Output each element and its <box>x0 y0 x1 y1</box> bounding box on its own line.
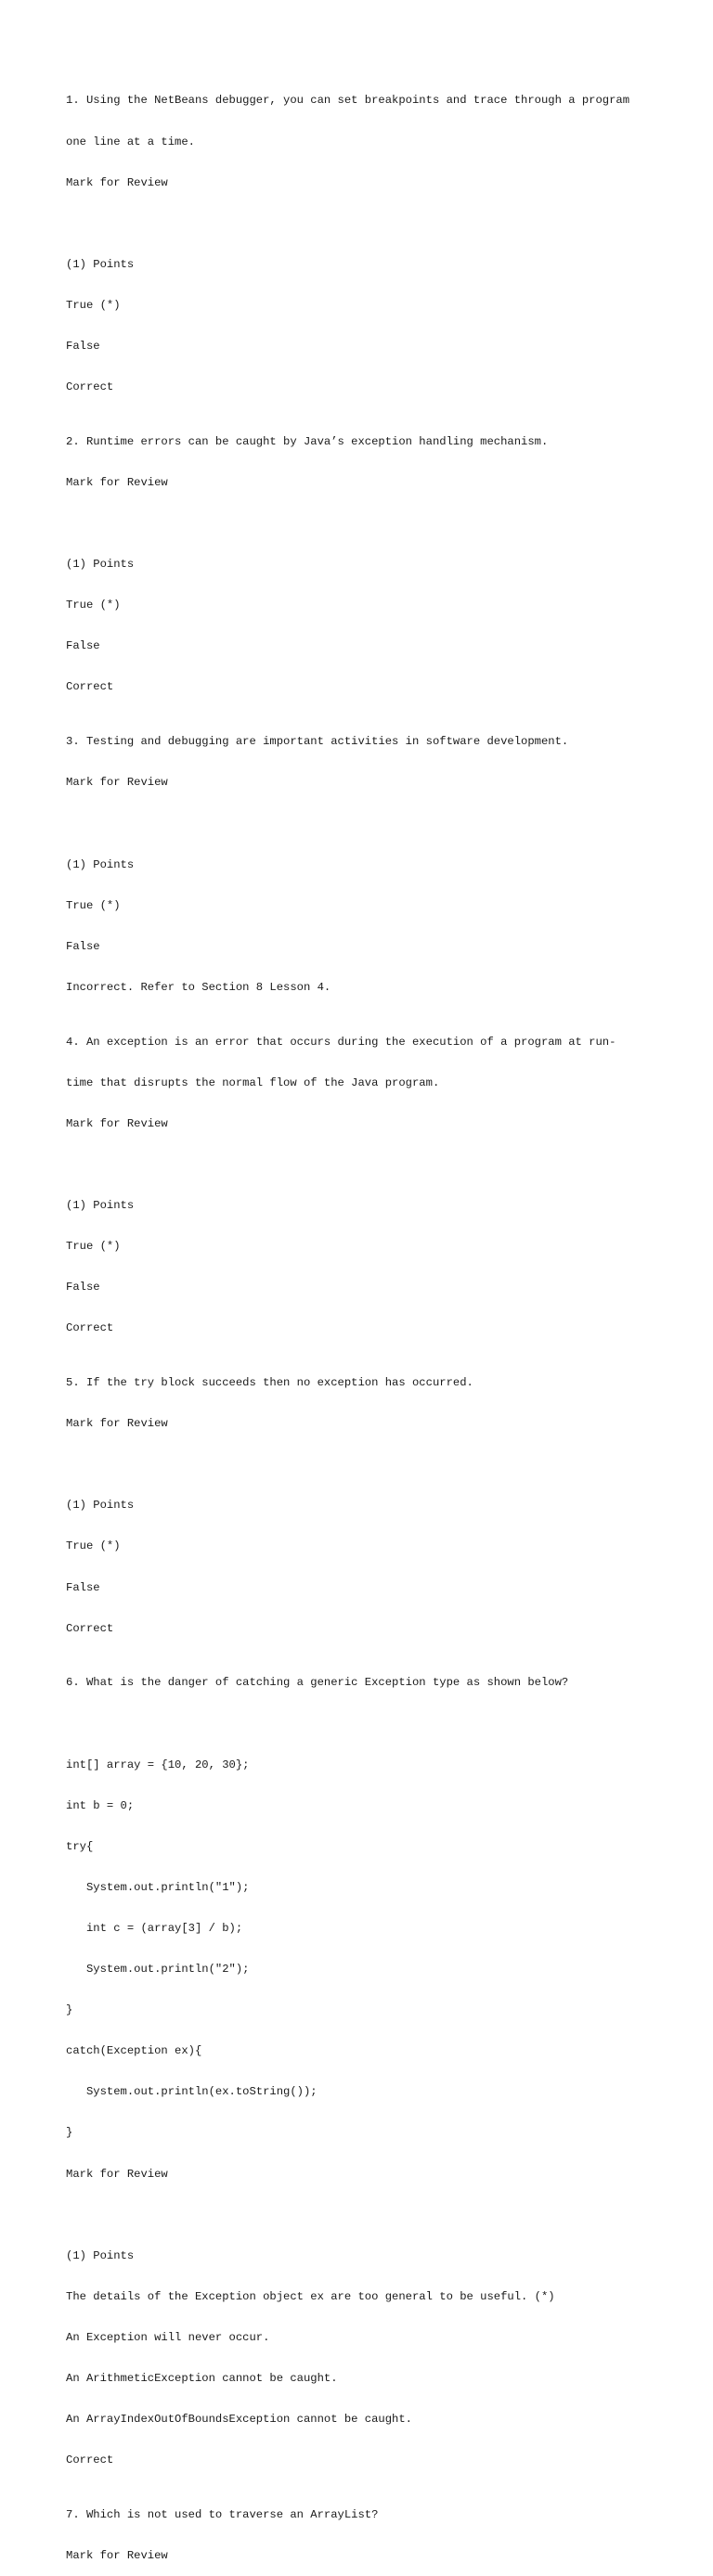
mark-for-review: Mark for Review <box>66 1116 168 1130</box>
answer-option: False <box>66 939 100 953</box>
question-4-text: 4. An exception is an error that occurs during the execution of a program at run- <box>66 1035 616 1049</box>
blank-line <box>66 1458 679 1472</box>
points-label: (1) Points <box>66 257 135 271</box>
code-line: try{ <box>66 1839 94 1853</box>
answer-option: False <box>66 339 100 353</box>
code-line: int[] array = {10, 20, 30}; <box>66 1758 250 1771</box>
code-line: System.out.println("1"); <box>66 1880 250 1894</box>
blank-line <box>66 217 679 231</box>
blank-line <box>66 517 679 531</box>
answer-option: True (*) <box>66 599 121 612</box>
blank-line <box>66 817 679 831</box>
points-label: (1) Points <box>66 1198 135 1212</box>
points-label: (1) Points <box>66 857 135 871</box>
answer-option: True (*) <box>66 298 121 312</box>
answer-option: An ArrayIndexOutOfBoundsException cannot be caught. <box>66 2413 412 2427</box>
mark-for-review: Mark for Review <box>66 475 168 489</box>
question-7-text: 7. Which is not used to traverse an ArrayList? <box>66 2507 379 2521</box>
question-1-text-cont: one line at a time. <box>66 135 195 148</box>
mark-for-review: Mark for Review <box>66 175 168 189</box>
document-body <box>66 67 679 2576</box>
result-status: Correct <box>66 1321 114 1335</box>
points-label: (1) Points <box>66 558 135 572</box>
answer-option: True (*) <box>66 1539 121 1553</box>
answer-option: An ArithmeticException cannot be caught. <box>66 2371 338 2385</box>
mark-for-review: Mark for Review <box>66 2167 168 2181</box>
blank-line <box>66 1717 679 1731</box>
mark-for-review: Mark for Review <box>66 1417 168 1431</box>
mark-for-review: Mark for Review <box>66 776 168 790</box>
code-line: } <box>66 2003 73 2017</box>
answer-option: False <box>66 1580 100 1594</box>
points-label: (1) Points <box>66 1499 135 1513</box>
question-4-text-cont: time that disrupts the normal flow of the Java program. <box>66 1075 440 1089</box>
answer-option: False <box>66 639 100 653</box>
answer-option: An Exception will never occur. <box>66 2330 270 2344</box>
question-2-text: 2. Runtime errors can be caught by Java’s exception handling mechanism. <box>66 434 549 448</box>
question-1-text: 1. Using the NetBeans debugger, you can set breakpoints and trace through a program <box>66 94 630 108</box>
blank-line <box>66 2209 679 2222</box>
code-line: int c = (array[3] / b); <box>66 1921 243 1935</box>
answer-option: The details of the Exception object ex are too general to be useful. (*) <box>66 2289 555 2303</box>
code-line: int b = 0; <box>66 1798 135 1812</box>
question-3-text: 3. Testing and debugging are important activities in software development. <box>66 735 569 749</box>
answer-option: True (*) <box>66 1240 121 1254</box>
result-status: Correct <box>66 380 114 394</box>
question-6-text: 6. What is the danger of catching a generic Exception type as shown below? <box>66 1676 569 1690</box>
result-status: Incorrect. Refer to Section 8 Lesson 4. <box>66 980 331 994</box>
result-status: Correct <box>66 680 114 694</box>
code-line: System.out.println(ex.toString()); <box>66 2085 318 2099</box>
code-line: System.out.println("2"); <box>66 1963 250 1977</box>
answer-option: False <box>66 1281 100 1294</box>
mark-for-review: Mark for Review <box>66 2549 168 2563</box>
points-label: (1) Points <box>66 2248 135 2262</box>
code-line: } <box>66 2126 73 2140</box>
code-line: catch(Exception ex){ <box>66 2044 202 2058</box>
result-status: Correct <box>66 2454 114 2467</box>
question-5-text: 5. If the try block succeeds then no exception has occurred. <box>66 1376 473 1390</box>
answer-option: True (*) <box>66 898 121 912</box>
result-status: Correct <box>66 1621 114 1635</box>
blank-line <box>66 1158 679 1172</box>
